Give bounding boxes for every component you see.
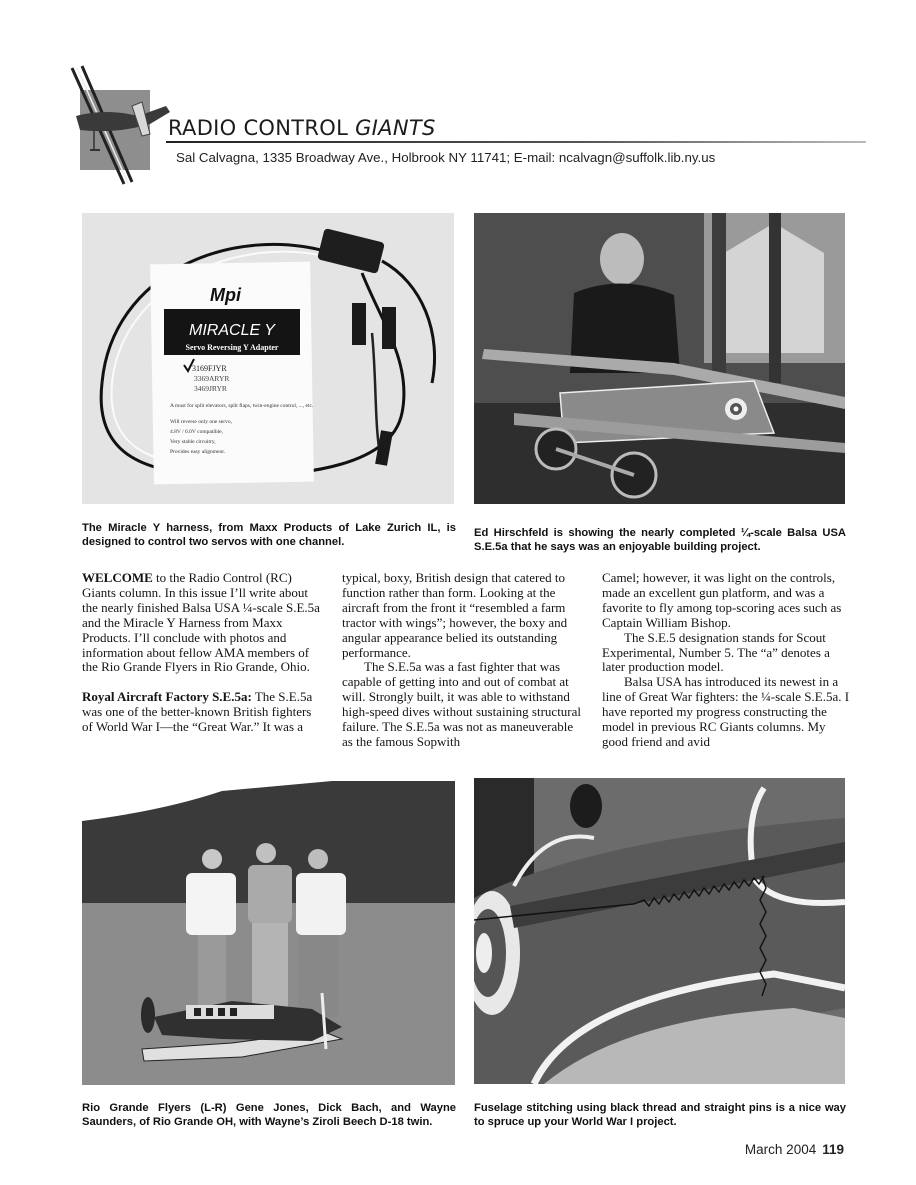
paragraph: Balsa USA has introduced its newest in a line of Great War fighters: the ¼-scale S.E.5a. I have reported my progress constructing the model in previous RC Giants columns. My good friend and avid [602,674,850,749]
paragraph-se5a-heading [82,690,324,735]
paragraph: typical, boxy, British design that catered to function rather than form. Looking at the aircraft from the front it “resembled a farm tractor with wings”; however, the boxy and angular appearance belied its outstanding performance. [342,570,568,660]
paragraph-text: to the Radio Control (RC) Giants column. In this issue I’ll write about the nearly finished Balsa USA ¼-scale S.E.5a and the Miracle Y Harness from Maxx Products. I’ll conclude with photos and information about fellow AMA members of the Rio Grande Flyers in Rio Grande, Ohio. [82,570,320,675]
card-product: MIRACLE Y [189,322,275,339]
caption-flyers: Rio Grande Flyers (L-R) Gene Jones, Dick Bach, and Wayne Saunders, of Rio Grande OH, with Wayne’s Ziroli Beech D-18 twin. [82,1102,456,1128]
card-bullet: Will reverse only one servo, [170,419,232,425]
lead-in: WELCOME [82,570,153,585]
title-main: RADIO CONTROL [168,116,356,140]
article-column-1 [82,571,324,735]
caption-se5a: Ed Hirschfeld is showing the nearly completed ¼-scale Balsa USA S.E.5a that he says was an enjoyable building project. [474,527,846,553]
biplane-logo-icon [66,64,176,186]
caption-stitching: Fuselage stitching using black thread and straight pins is a nice way to spruce up your World War I project. [474,1102,846,1128]
article-column-2 [342,571,584,750]
photo-miracle-y-harness [82,213,454,504]
photo-fuselage-stitching [474,778,845,1084]
author-byline: Sal Calvagna, 1335 Broadway Ave., Holbrook NY 11741; E-mail: ncalvagn@suffolk.lib.ny.us [176,150,716,165]
column-title [168,116,436,140]
paragraph-intro [82,571,324,675]
caption-harness: The Miracle Y harness, from Maxx Products of Lake Zurich IL, is designed to control two servos with one channel. [82,522,456,548]
card-option: 3469JRYR [194,384,227,393]
article-column-3 [602,571,852,750]
photo-rio-grande-flyers [82,781,455,1085]
card-bullet: A must for split elevators, split flaps, twin-engine control, ..., etc. [170,403,314,409]
paragraph: The S.E.5 designation stands for Scout Experimental, Number 5. The “a” denotes a later production model. [602,629,830,675]
header-rule [166,141,866,143]
card-option: 3369ARYR [194,374,230,383]
paragraph-text: The S.E.5a was one of the better-known British fighters of World War I—the “Great War.” It was a [82,689,313,735]
card-option: 3169FJYR [192,364,227,373]
title-accent: GIANTS [355,116,436,140]
page-footer [745,1142,844,1157]
issue-date: March 2004 [744,1142,817,1157]
paragraph: Camel; however, it was light on the controls, made an excellent gun platform, and was a favorite to fly among top-scoring aces such as Captain William Bishop. [602,570,842,630]
card-brand: Mpi [210,285,241,305]
card-bullet: Provides easy alignment. [170,449,226,455]
card-bullet: 4.8V / 6.0V compatible, [170,429,223,435]
paragraph: The S.E.5a was a fast fighter that was capable of getting into and out of combat at will. Strongly built, it was able to withstand high-speed dives without sustaining structural failure. The S.E.5a was not as maneuverable as the famous Sopwith [342,659,582,749]
section-heading: Royal Aircraft Factory S.E.5a: [82,689,252,705]
card-bullet: Very stable circuitry, [170,439,216,445]
card-subtitle: Servo Reversing Y Adapter [185,343,279,352]
photo-se5a-biplane [474,213,845,504]
page-number: 119 [822,1142,844,1157]
